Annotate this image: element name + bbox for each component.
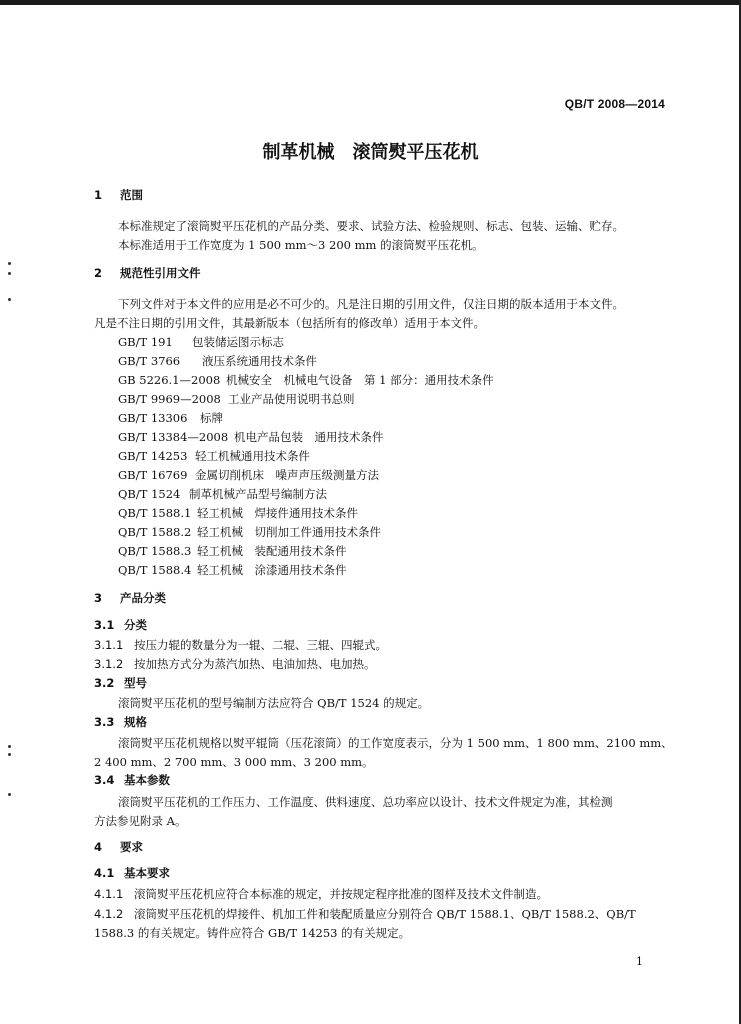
clause-4-1-2-line-1 bbox=[94, 907, 636, 921]
reference-item bbox=[118, 373, 494, 387]
section-title: 产品分类 bbox=[120, 591, 166, 605]
reference-title: 机械安全 机械电气设备 第 1 部分：通用技术条件 bbox=[226, 373, 494, 387]
subsection-3-3-text-line-2: 2 400 mm、2 700 mm、3 000 mm、3 200 mm。 bbox=[94, 755, 374, 769]
reference-code: GB/T 13306 bbox=[118, 411, 188, 425]
standard-code: QB/T 2008—2014 bbox=[564, 97, 665, 111]
section-title: 范围 bbox=[120, 188, 143, 202]
section-4-heading bbox=[94, 840, 143, 854]
reference-item bbox=[118, 525, 381, 539]
clause-number: 4.1.1 bbox=[94, 887, 124, 901]
subsection-3-2-text: 滚筒熨平压花机的型号编制方法应符合 QB/T 1524 的规定。 bbox=[118, 696, 430, 710]
section-1-heading bbox=[94, 188, 143, 202]
reference-title: 标牌 bbox=[200, 411, 223, 425]
clause-text: 按加热方式分为蒸汽加热、电油加热、电加热。 bbox=[134, 657, 376, 671]
reference-code: GB/T 16769 bbox=[118, 468, 188, 482]
section-title: 基本要求 bbox=[124, 866, 170, 880]
reference-item bbox=[118, 392, 355, 406]
section-title: 型号 bbox=[124, 676, 147, 690]
reference-item bbox=[118, 468, 379, 482]
clause-4-1-1 bbox=[94, 887, 548, 901]
reference-title: 液压系统通用技术条件 bbox=[202, 354, 317, 368]
reference-code: GB/T 14253 bbox=[118, 449, 188, 463]
section-1-para-1: 本标准规定了滚筒熨平压花机的产品分类、要求、试验方法、检验规则、标志、包装、运输、贮存。 bbox=[118, 219, 624, 233]
section-title: 分类 bbox=[124, 618, 147, 632]
scan-speck bbox=[8, 793, 11, 796]
clause-number: 4.1.2 bbox=[94, 907, 124, 921]
reference-code: QB/T 1524 bbox=[118, 487, 181, 501]
subsection-3-2-heading bbox=[94, 676, 147, 690]
reference-code: GB/T 9969—2008 bbox=[118, 392, 221, 406]
page-title: 制革机械 滚筒熨平压花机 bbox=[262, 142, 479, 163]
reference-code: GB/T 3766 bbox=[118, 354, 181, 368]
section-title: 要求 bbox=[120, 840, 143, 854]
reference-title: 轻工机械 涂漆通用技术条件 bbox=[197, 563, 347, 577]
reference-item bbox=[118, 563, 347, 577]
subsection-3-3-text-line-1: 滚筒熨平压花机规格以熨平辊筒（压花滚筒）的工作宽度表示，分为 1 500 mm、1 800 mm、2100 mm、 bbox=[118, 736, 673, 750]
subsection-3-4-text-line-2: 方法参见附录 A。 bbox=[94, 814, 187, 828]
reference-title: 轻工机械 切削加工件通用技术条件 bbox=[197, 525, 381, 539]
section-number: 2 bbox=[94, 266, 103, 280]
clause-3-1-2 bbox=[94, 657, 376, 671]
reference-code: QB/T 1588.3 bbox=[118, 544, 192, 558]
section-1-para-2: 本标准适用于工作宽度为 1 500 mm～3 200 mm 的滚筒熨平压花机。 bbox=[118, 238, 484, 252]
reference-item bbox=[118, 430, 384, 444]
reference-item bbox=[118, 335, 284, 349]
subsection-3-3-heading bbox=[94, 715, 147, 729]
scan-speck bbox=[8, 272, 11, 275]
reference-item bbox=[118, 411, 223, 425]
reference-code: GB/T 13384—2008 bbox=[118, 430, 229, 444]
reference-code: QB/T 1588.1 bbox=[118, 506, 192, 520]
clause-number: 3.1.2 bbox=[94, 657, 124, 671]
scan-speck bbox=[8, 262, 11, 265]
scan-speck bbox=[8, 745, 11, 748]
scan-speck bbox=[8, 753, 11, 756]
section-2-heading bbox=[94, 266, 201, 280]
clause-number: 3.1.1 bbox=[94, 638, 124, 652]
reference-code: GB/T 191 bbox=[118, 335, 173, 349]
subsection-3-4-text-line-1: 滚筒熨平压花机的工作压力、工作温度、供料速度、总功率应以设计、技术文件规定为准，其检测 bbox=[118, 795, 613, 809]
page-number: 1 bbox=[636, 955, 643, 968]
reference-title: 机电产品包装 通用技术条件 bbox=[234, 430, 384, 444]
clause-text: 滚筒熨平压花机应符合本标准的规定，并按规定程序批准的图样及技术文件制造。 bbox=[134, 887, 548, 901]
section-2-para-line-2: 凡是不注日期的引用文件，其最新版本（包括所有的修改单）适用于本文件。 bbox=[94, 316, 485, 330]
section-title: 规范性引用文件 bbox=[120, 266, 201, 280]
reference-title: 包装储运图示标志 bbox=[192, 335, 284, 349]
reference-title: 工业产品使用说明书总则 bbox=[228, 392, 355, 406]
clause-text: 滚筒熨平压花机的焊接件、机加工件和装配质量应分别符合 QB/T 1588.1、QB/T 1588.2、QB/T bbox=[134, 907, 636, 921]
section-number: 4.1 bbox=[94, 866, 115, 880]
reference-code: QB/T 1588.2 bbox=[118, 525, 192, 539]
reference-item bbox=[118, 544, 347, 558]
reference-title: 制革机械产品型号编制方法 bbox=[189, 487, 327, 501]
reference-title: 轻工机械 焊接件通用技术条件 bbox=[197, 506, 358, 520]
reference-title: 轻工机械 装配通用技术条件 bbox=[197, 544, 347, 558]
reference-item bbox=[118, 449, 310, 463]
clause-3-1-1 bbox=[94, 638, 387, 652]
section-number: 3.4 bbox=[94, 773, 115, 787]
scan-speck bbox=[8, 298, 11, 301]
reference-title: 轻工机械通用技术条件 bbox=[195, 449, 310, 463]
reference-item bbox=[118, 487, 327, 501]
section-2-para-line-1: 下列文件对于本文件的应用是必不可少的。凡是注日期的引用文件，仅注日期的版本适用于本文件。 bbox=[118, 297, 624, 311]
reference-code: GB 5226.1—2008 bbox=[118, 373, 221, 387]
section-3-heading bbox=[94, 591, 166, 605]
reference-code: QB/T 1588.4 bbox=[118, 563, 192, 577]
clause-text: 按压力辊的数量分为一辊、二辊、三辊、四辊式。 bbox=[134, 638, 387, 652]
section-title: 规格 bbox=[124, 715, 147, 729]
reference-item bbox=[118, 354, 317, 368]
section-title: 基本参数 bbox=[124, 773, 170, 787]
subsection-3-4-heading bbox=[94, 773, 170, 787]
subsection-4-1-heading bbox=[94, 866, 170, 880]
section-number: 3.3 bbox=[94, 715, 115, 729]
section-number: 4 bbox=[94, 840, 103, 854]
scan-top-border bbox=[0, 0, 741, 5]
subsection-3-1-heading bbox=[94, 618, 147, 632]
section-number: 1 bbox=[94, 188, 103, 202]
clause-4-1-2-line-2: 1588.3 的有关规定。铸件应符合 GB/T 14253 的有关规定。 bbox=[94, 926, 411, 940]
section-number: 3 bbox=[94, 591, 103, 605]
section-number: 3.2 bbox=[94, 676, 115, 690]
section-number: 3.1 bbox=[94, 618, 115, 632]
reference-title: 金属切削机床 噪声声压级测量方法 bbox=[195, 468, 379, 482]
reference-item bbox=[118, 506, 358, 520]
